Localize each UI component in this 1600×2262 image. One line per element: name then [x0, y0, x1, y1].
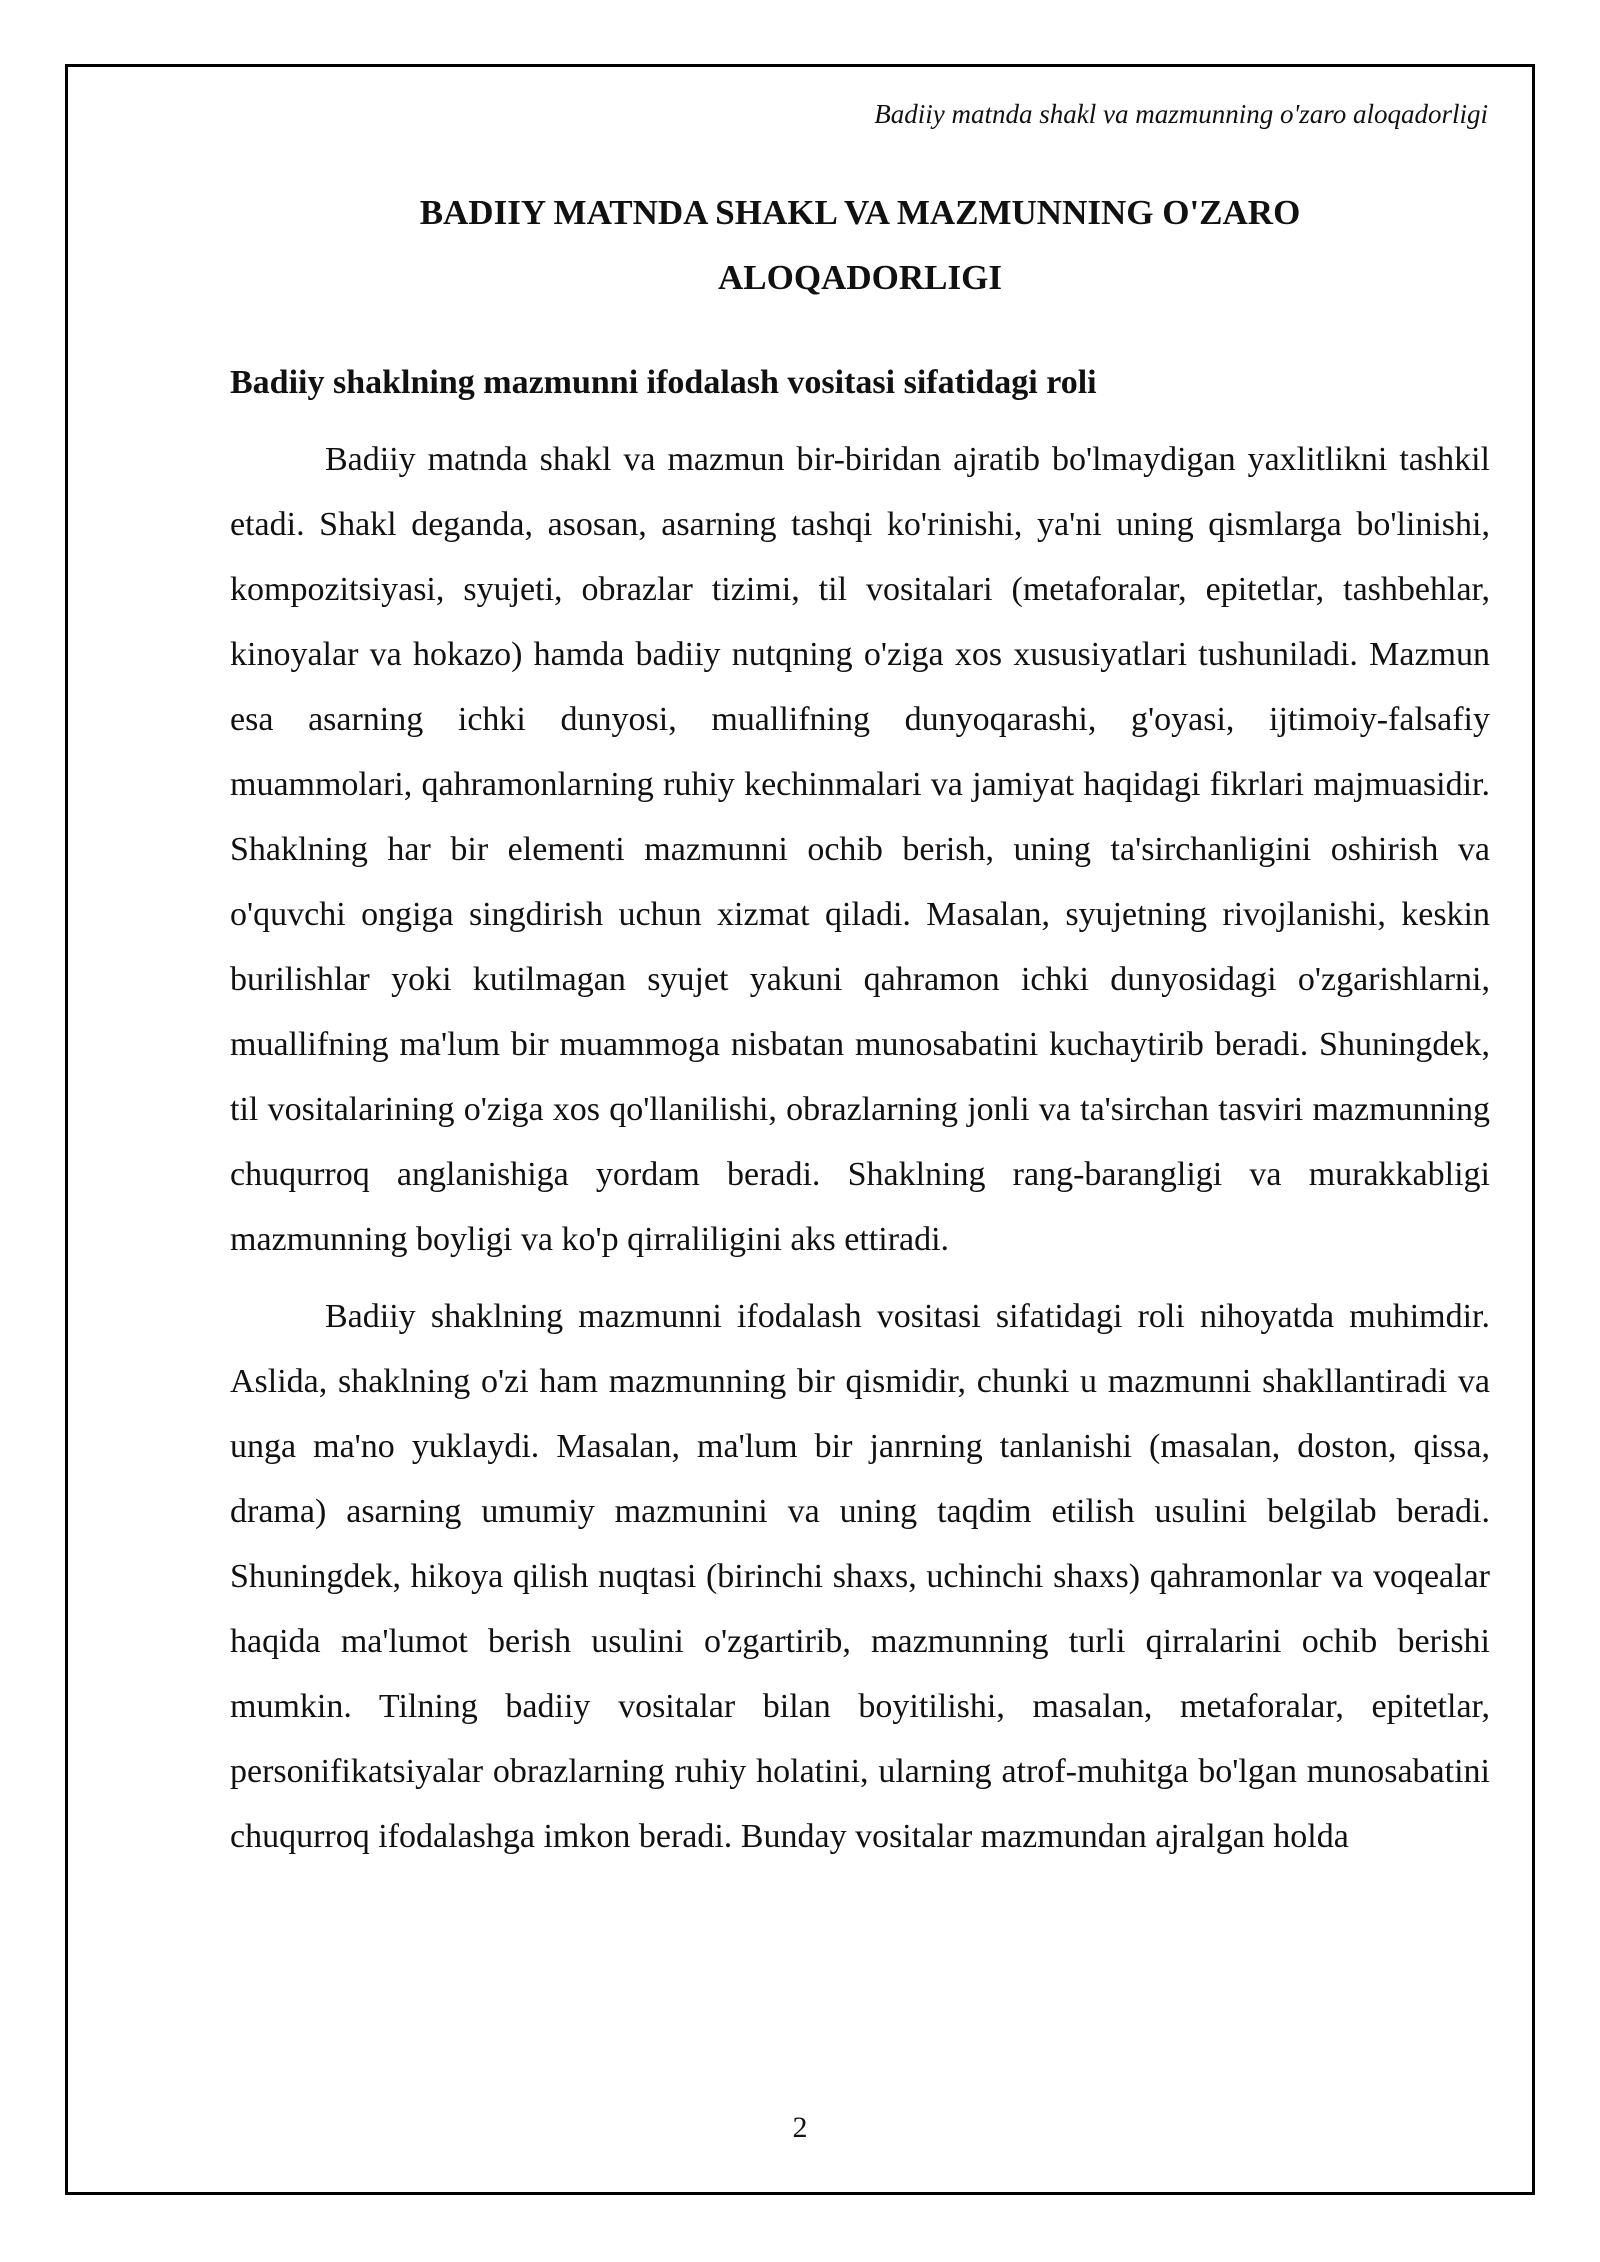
document-title-line-2: ALOQADORLIGI	[718, 258, 1002, 297]
running-header: Badiiy matnda shakl va mazmunning o'zaro aloqadorligi	[874, 99, 1488, 129]
paragraph-2: Badiiy shaklning mazmunni ifodalash vositasi sifatidagi roli nihoyatda muhimdir. Aslida, shaklning o'zi ham mazmunning bir qismidir, chunki u mazmunni shakllantiradi va unga ma'no yuklaydi. Masalan, ma'lum bir janrning tanlanishi (masalan, doston, qissa, drama) asarning umumiy mazmunini va uning taqdim etilish usulini belgilab beradi. Shuningdek, hikoya qilish nuqtasi (birinchi shaxs, uchinchi shaxs) qahramonlar va voqealar haqida ma'lumot berish usulini o'zgartirib, mazmunning turli qirralarini ochib berishi mumkin. Tilning badiiy vositalar bilan boyitilishi, masalan, metaforalar, epitetlar, personifikatsiyalar obrazlarning ruhiy holatini, ularning atrof-muhitga bo'lgan munosabatini chuqurroq ifodalashga imkon beradi. Bunday vositalar mazmundan ajralgan holda	[230, 1298, 1490, 1855]
page-number: 2	[792, 2111, 808, 2144]
document-title-line-1: BADIIY MATNDA SHAKL VA MAZMUNNING O'ZARO	[419, 193, 1301, 232]
section-heading: Badiiy shaklning mazmunni ifodalash vositasi sifatidagi roli	[230, 364, 1097, 401]
paragraph-1: Badiiy matnda shakl va mazmun bir-biridan ajratib bo'lmaydigan yaxlitlikni tashkil etadi. Shakl deganda, asosan, asarning tashqi ko'rinishi, ya'ni uning qismlarga bo'linishi, kompozitsiyasi, syujeti, obrazlar tizimi, til vositalari (metaforalar, epitetlar, tashbehlar, kinoyalar va hokazo) hamda badiiy nutqning o'ziga xos xususiyatlari tushuniladi. Mazmun esa asarning ichki dunyosi, muallifning dunyoqarashi, g'oyasi, ijtimoiy-falsafiy muammolari, qahramonlarning ruhiy kechinmalari va jamiyat haqidagi fikrlari majmuasidir. Shaklning har bir elementi mazmunni ochib berish, uning ta'sirchanligini oshirish va o'quvchi ongiga singdirish uchun xizmat qiladi. Masalan, syujetning rivojlanishi, keskin burilishlar yoki kutilmagan syujet yakuni qahramon ichki dunyosidagi o'zgarishlarni, muallifning ma'lum bir muammoga nisbatan munosabatini kuchaytirib beradi. Shuningdek, til vositalarining o'ziga xos qo'llanilishi, obrazlarning jonli va ta'sirchan tasviri mazmunning chuqurroq anglanishiga yordam beradi. Shaklning rang-barangligi va murakkabligi mazmunning boyligi va ko'p qirraliligini aks ettiradi.	[230, 441, 1490, 1258]
document-title	[230, 180, 1490, 310]
document-body	[230, 180, 1490, 1869]
